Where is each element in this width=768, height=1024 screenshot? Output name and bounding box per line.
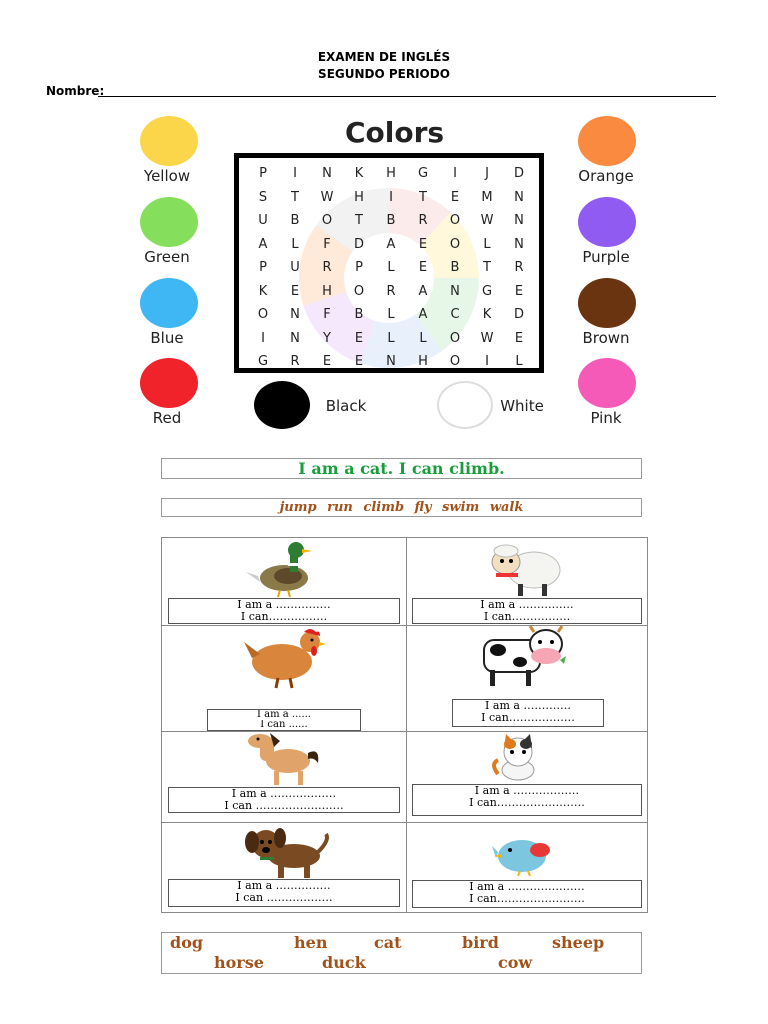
grid-letter: L: [387, 330, 395, 346]
grid-letter: U: [258, 213, 268, 228]
cow-line1: I am a ………….: [485, 700, 571, 712]
grid-letter: I: [389, 189, 393, 205]
grid-letter: E: [354, 330, 364, 346]
grid-letter: H: [386, 166, 396, 181]
grid-letter: L: [387, 307, 395, 322]
hen-line1: I am a ......: [257, 710, 311, 720]
cow-image: [476, 626, 568, 688]
grid-letter: K: [258, 283, 268, 299]
bird-line1: I am a …………………: [469, 881, 585, 893]
grid-letter: T: [419, 189, 427, 205]
grid-letter: H: [354, 189, 364, 205]
animal-table: [161, 537, 648, 913]
grid-letter: L: [419, 330, 427, 346]
grid-letter: J: [485, 166, 489, 181]
grid-letter: I: [261, 330, 265, 346]
grid-letter: E: [322, 354, 332, 369]
grid-letter: T: [291, 189, 299, 205]
grid-letter: L: [291, 236, 299, 252]
grid-letter: O: [321, 213, 333, 228]
grid-letter: N: [514, 189, 524, 205]
brown-swatch: [578, 278, 636, 328]
grid-letter: B: [354, 307, 364, 322]
grid-letter: E: [354, 354, 364, 369]
grid-letter: H: [418, 354, 428, 369]
grid-letter: E: [290, 283, 300, 299]
grid-letter: F: [323, 307, 331, 322]
horse-line1: I am a ………………: [231, 788, 337, 800]
word-cat: cat: [374, 933, 402, 952]
pink-swatch: [578, 358, 636, 408]
yellow-swatch: [140, 116, 198, 166]
bird-answer-box[interactable]: [412, 880, 642, 908]
grid-letter: N: [322, 166, 332, 181]
grid-letter: W: [480, 213, 494, 228]
cat-answer-box[interactable]: [412, 784, 642, 816]
grid-letter: K: [354, 166, 364, 181]
grid-letter: P: [355, 260, 363, 275]
sheep-image: [488, 540, 564, 598]
word-dog: dog: [170, 933, 204, 952]
word-hen: hen: [294, 933, 328, 952]
grid-letter: O: [449, 213, 461, 228]
grid-letter: D: [513, 307, 524, 322]
grid-letter: I: [453, 166, 457, 181]
sheep-line1: I am a ……………: [480, 599, 574, 611]
grid-letter: O: [353, 283, 365, 299]
brown-label: Brown: [582, 329, 630, 347]
grid-letter: F: [323, 236, 331, 252]
orange-swatch: [578, 116, 636, 166]
bird-line2: I can……………………: [469, 893, 585, 905]
grid-letter: T: [355, 213, 363, 228]
grid-letter: N: [290, 307, 300, 322]
letter-grid: [247, 162, 535, 373]
grid-letter: A: [258, 236, 268, 252]
grid-letter: P: [259, 260, 267, 275]
grid-letter: N: [450, 283, 460, 299]
horse-answer-box[interactable]: [168, 787, 400, 813]
grid-letter: R: [386, 283, 396, 299]
grid-letter: O: [449, 330, 461, 346]
cat-line2: I can……………………: [469, 797, 585, 809]
green-swatch: [140, 197, 198, 247]
grid-letter: O: [257, 307, 269, 322]
duck-image: [244, 540, 314, 598]
grid-letter: B: [290, 213, 300, 228]
dog-answer-box[interactable]: [168, 879, 400, 907]
grid-letter: N: [514, 236, 524, 252]
red-swatch: [140, 358, 198, 408]
exam-title: EXAMEN DE INGLÉS: [317, 50, 451, 64]
example-sentence: I am a cat. I can climb.: [161, 458, 642, 479]
grid-letter: E: [514, 283, 524, 299]
grid-letter: M: [481, 189, 493, 205]
word-sheep: sheep: [552, 933, 605, 952]
grid-letter: T: [483, 260, 491, 275]
grid-letter: N: [514, 213, 524, 228]
dog-image: [238, 824, 332, 880]
colors-title: Colors: [345, 116, 445, 149]
black-swatch: [254, 381, 310, 429]
grid-letter: D: [513, 166, 524, 181]
grid-letter: N: [386, 354, 396, 369]
grid-letter: A: [386, 236, 396, 252]
grid-letter: R: [322, 260, 332, 275]
name-label: Nombre:: [46, 84, 105, 98]
black-label: Black: [325, 397, 367, 415]
bird-image: [492, 830, 564, 876]
cat-image: [490, 734, 546, 782]
grid-letter: I: [293, 166, 297, 181]
grid-letter: L: [483, 236, 491, 252]
blue-label: Blue: [150, 329, 184, 347]
grid-letter: N: [290, 330, 300, 346]
grid-letter: G: [481, 283, 493, 299]
dog-line2: I can ………………: [235, 892, 333, 904]
yellow-label: Yellow: [143, 167, 191, 185]
grid-letter: W: [320, 189, 334, 205]
exam-period: SEGUNDO PERIODO: [318, 67, 450, 81]
word-duck: duck: [322, 953, 366, 972]
grid-letter: C: [450, 307, 460, 322]
duck-line1: I am a ……………: [237, 599, 331, 611]
grid-letter: B: [450, 260, 460, 275]
grid-letter: D: [353, 236, 364, 252]
grid-letter: U: [290, 260, 300, 275]
grid-letter: L: [515, 354, 523, 369]
animal-word-bank: [161, 932, 642, 974]
grid-letter: E: [514, 330, 524, 346]
grid-letter: P: [259, 166, 267, 181]
grid-letter: W: [480, 330, 494, 346]
grid-letter: R: [418, 213, 428, 228]
grid-letter: Y: [323, 330, 331, 346]
name-line: [98, 96, 716, 97]
word-search-grid: [234, 153, 544, 373]
grid-letter: A: [418, 283, 428, 299]
grid-letter: H: [322, 283, 332, 299]
grid-letter: G: [257, 354, 269, 369]
grid-letter: I: [485, 354, 489, 369]
grid-letter: A: [418, 307, 428, 322]
green-label: Green: [144, 248, 190, 266]
cat-line1: I am a ………………: [474, 785, 580, 797]
grid-letter: S: [258, 189, 268, 205]
hen-line2: I can ......: [260, 720, 308, 730]
white-label: White: [500, 397, 544, 415]
sheep-answer-box[interactable]: [412, 598, 642, 624]
grid-letter: K: [482, 307, 492, 322]
purple-swatch: [578, 197, 636, 247]
red-label: Red: [152, 409, 182, 427]
grid-letter: G: [417, 166, 429, 181]
grid-letter: O: [449, 236, 461, 252]
verb-bank: jump run climb fly swim walk: [161, 498, 642, 517]
dog-line1: I am a ……………: [237, 880, 331, 892]
grid-letter: O: [449, 354, 461, 369]
purple-label: Purple: [582, 248, 630, 266]
grid-letter: E: [418, 260, 428, 275]
pink-label: Pink: [590, 409, 622, 427]
duck-line2: I can…………….: [240, 611, 328, 623]
word-cow: cow: [498, 953, 533, 972]
hen-image: [244, 628, 326, 690]
grid-letter: B: [386, 213, 396, 228]
blue-swatch: [140, 278, 198, 328]
hen-answer-box[interactable]: [207, 709, 361, 731]
grid-letter: L: [387, 260, 395, 275]
orange-label: Orange: [578, 167, 634, 185]
cow-answer-box[interactable]: [452, 699, 604, 727]
horse-image: [246, 731, 324, 787]
grid-letter: R: [514, 260, 524, 275]
duck-answer-box[interactable]: [168, 598, 400, 624]
horse-line2: I can ……………………: [224, 800, 344, 812]
sheep-line2: I can…………….: [483, 611, 571, 623]
grid-letter: R: [290, 354, 300, 369]
grid-letter: E: [418, 236, 428, 252]
grid-letter: E: [450, 189, 460, 205]
cow-line2: I can………………: [481, 712, 575, 724]
word-horse: horse: [214, 953, 264, 972]
word-bird: bird: [462, 933, 499, 952]
